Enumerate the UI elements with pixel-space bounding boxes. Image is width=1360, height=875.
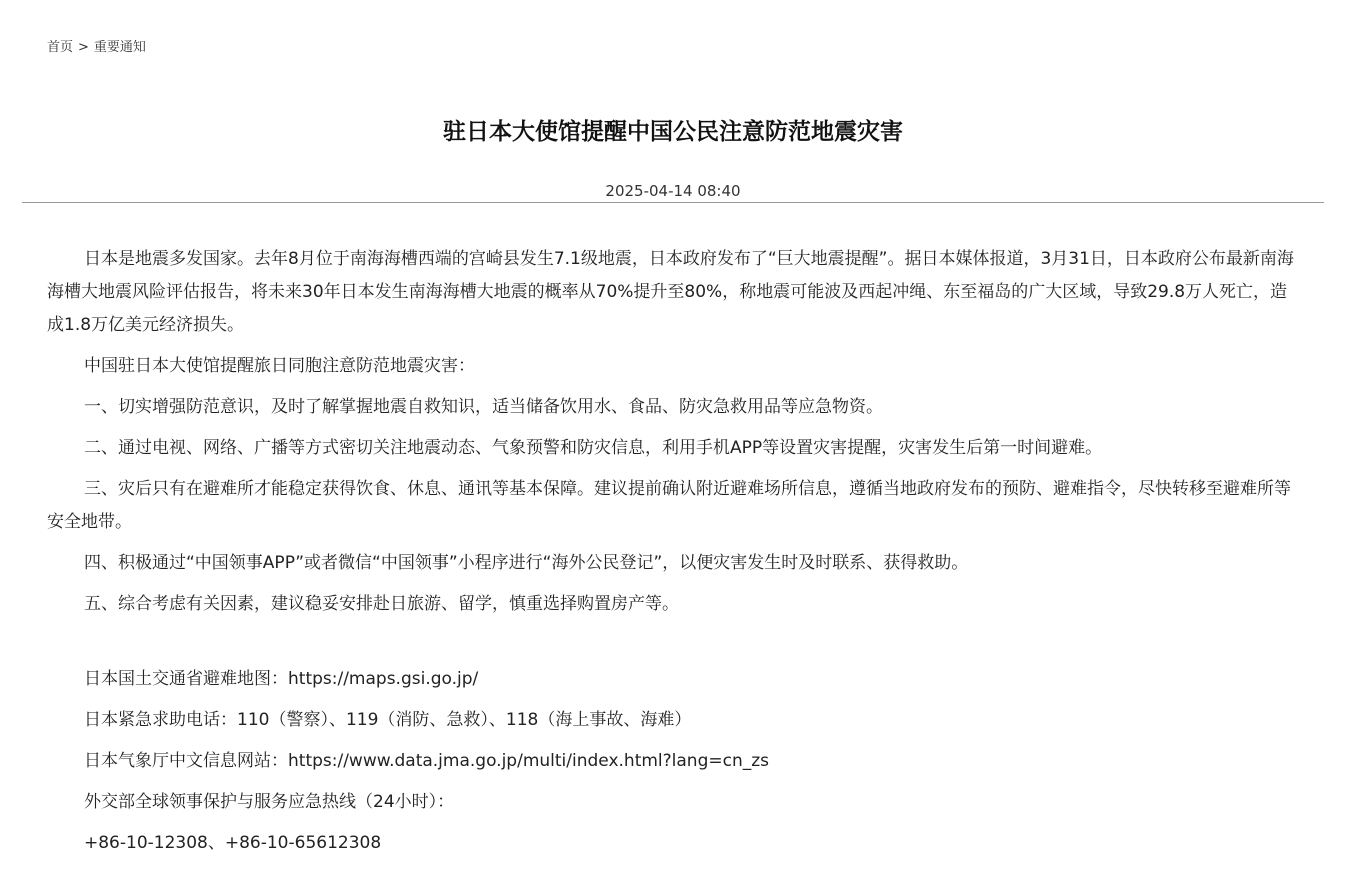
title-divider xyxy=(22,202,1324,203)
article-title: 驻日本大使馆提醒中国公民注意防范地震灾害 xyxy=(443,119,903,145)
contact-evacuation-map: 日本国土交通省避难地图：https://maps.gsi.go.jp/ xyxy=(84,669,479,689)
breadcrumb-separator: > xyxy=(78,40,89,55)
breadcrumb-home-link[interactable]: 首页 xyxy=(47,40,74,55)
contact-hotline-numbers: +86-10-12308、+86-10-65612308 xyxy=(84,833,382,853)
breadcrumb-current-link[interactable]: 重要通知 xyxy=(93,40,146,55)
contact-emergency-phone: 日本紧急求助电话：110（警察）、119（消防、急救）、118（海上事故、海难） xyxy=(84,710,692,730)
spacer xyxy=(47,629,1302,663)
paragraph-item-5: 五、综合考虑有关因素，建议稳妥安排赴日旅游、留学，慎重选择购置房产等。 xyxy=(84,594,679,614)
breadcrumb xyxy=(47,39,146,57)
contact-jma-website: 日本气象厅中文信息网站：https://www.data.jma.go.jp/multi/index.html?lang=cn_zs xyxy=(84,751,770,771)
paragraph-intro: 日本是地震多发国家。去年8月位于南海海槽西端的宫崎县发生7.1级地震，日本政府发布了“巨大地震提醒”。据日本媒体报道，3月31日，日本政府公布最新南海海槽大地震风险评估报告，将未来30年日本发生南海海槽大地震的概率从70%提升至80%，称地震可能波及西起冲绳、东至福岛的广大区域，导致29.8万人死亡，造成1.8万亿美元经济损失。 xyxy=(47,249,1294,335)
article-body xyxy=(47,243,1302,868)
paragraph-reminder: 中国驻日本大使馆提醒旅日同胞注意防范地震灾害： xyxy=(84,356,475,376)
contact-info xyxy=(47,663,1302,860)
paragraph-item-4: 四、积极通过“中国领事APP”或者微信“中国领事”小程序进行“海外公民登记”，以便灾害发生时及时联系、获得救助。 xyxy=(84,553,969,573)
paragraph-item-2: 二、通过电视、网络、广播等方式密切关注地震动态、气象预警和防灾信息，利用手机APP等设置灾害提醒，灾害发生后第一时间避难。 xyxy=(84,438,1103,458)
paragraph-item-1: 一、切实增强防范意识，及时了解掌握地震自救知识，适当储备饮用水、食品、防灾急救用品等应急物资。 xyxy=(84,397,883,417)
paragraph-item-3: 三、灾后只有在避难所才能稳定获得饮食、休息、通讯等基本保障。建议提前确认附近避难场所信息，遵循当地政府发布的预防、避难指令，尽快转移至避难所等安全地带。 xyxy=(47,479,1291,532)
article-date: 2025-04-14 08:40 xyxy=(605,182,741,200)
contact-hotline-label: 外交部全球领事保护与服务应急热线（24小时）： xyxy=(84,792,455,812)
